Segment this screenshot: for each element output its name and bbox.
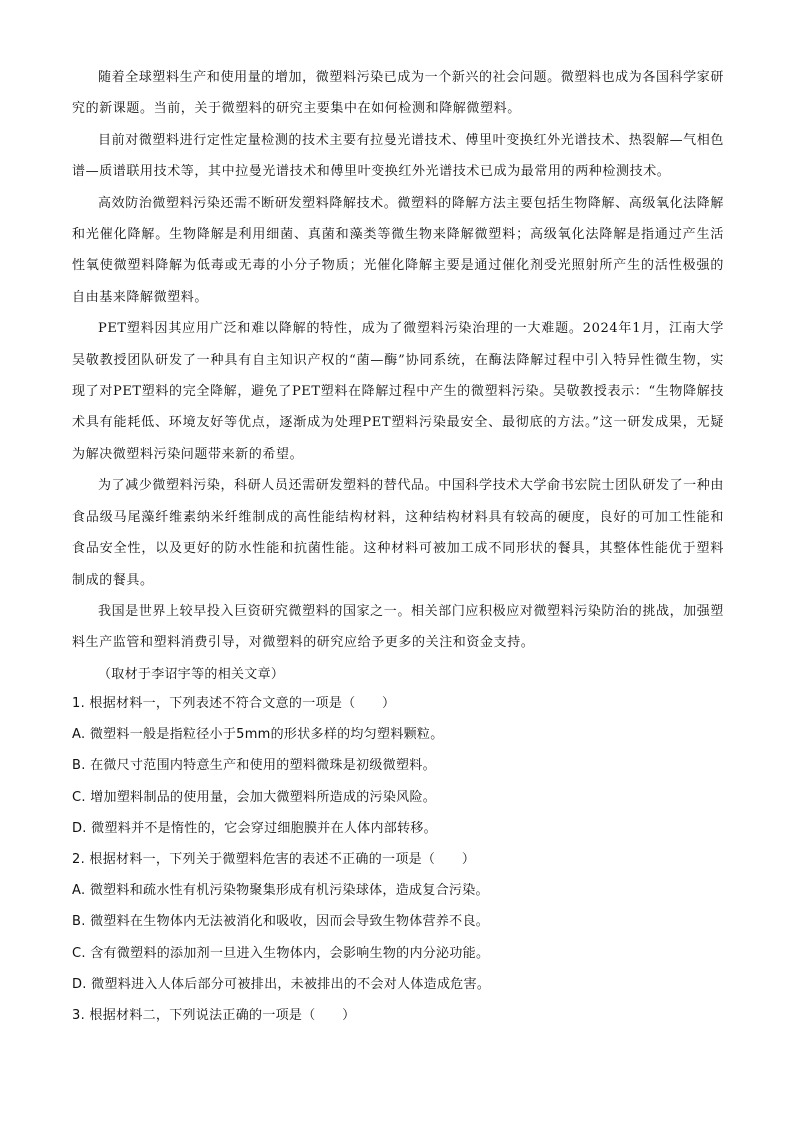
article-paragraph: 随着全球塑料生产和使用量的增加，微塑料污染已成为一个新兴的社会问题。微塑料也成为各国科学家研究的新课题。当前，关于微塑料的研究主要集中在如何检测和降解微塑料。 (72, 70, 724, 117)
question-option: B. 在微尺寸范围内特意生产和使用的塑料微珠是初级微塑料。 (72, 758, 436, 774)
source-citation: （取材于李诏宇等的相关文章） (98, 666, 285, 682)
question-stem: 2. 根据材料一，下列关于微塑料危害的表述不正确的一项是（ ） (72, 852, 476, 868)
article-paragraph: 高效防治微塑料污染还需不断研发塑料降解技术。微塑料的降解方法主要包括生物降解、高级氧化法降解和光催化降解。生物降解是利用细菌、真菌和藻类等微生物来降解微塑料；高级氧化法降解是指通过产生活性氧使微塑料降解为低毒或无毒的小分子物质；光催化降解主要是通过催化剂受光照射所产生的活性极强的自由基来降解微塑料。 (72, 195, 724, 305)
article-paragraph: 我国是世界上较早投入巨资研究微塑料的国家之一。相关部门应积极应对微塑料污染防治的挑战，加强塑料生产监管和塑料消费引导，对微塑料的研究应给予更多的关注和资金支持。 (72, 603, 724, 651)
article-paragraph: 为了减少微塑料污染，科研人员还需研发塑料的替代品。中国科学技术大学俞书宏院士团队研发了一种由食品级马尾藻纤维素纳米纤维制成的高性能结构材料，这种结构材料具有较高的硬度，良好的可加工性能和食品安全性，以及更好的防水性能和抗菌性能。这种材料可被加工成不同形状的餐具，其整体性能优于塑料制成的餐具。 (72, 478, 724, 588)
question-option: A. 微塑料一般是指粒径小于5mm的形状多样的均匀塑料颗粒。 (72, 727, 444, 743)
question-list (72, 688, 724, 1031)
question-stem: 3. 根据材料二，下列说法正确的一项是（ ） (72, 1008, 356, 1024)
article-body (72, 62, 724, 690)
question-option: C. 增加塑料制品的使用量，会加大微塑料所造成的污染风险。 (72, 789, 437, 805)
question-option: D. 微塑料并不是惰性的，它会穿过细胞膜并在人体内部转移。 (72, 820, 437, 836)
question-stem: 1. 根据材料一，下列表述不符合文意的一项是（ ） (72, 696, 396, 711)
article-paragraph: 目前对微塑料进行定性定量检测的技术主要有拉曼光谱技术、傅里叶变换红外光谱技术、热裂解—气相色谱—质谱联用技术等，其中拉曼光谱技术和傅里叶变换红外光谱技术已成为最常用的两种检测技术。 (72, 132, 724, 180)
question-option: C. 含有微塑料的添加剂一旦进入生物体内，会影响生物的内分泌功能。 (72, 945, 490, 961)
question-option: D. 微塑料进入人体后部分可被排出，未被排出的不会对人体造成危害。 (72, 976, 491, 992)
article-paragraph: PET塑料因其应用广泛和难以降解的特性，成为了微塑料污染治理的一大难题。2024年1月，江南大学吴敬教授团队研发了一种具有自主知识产权的“菌—酶”协同系统，在酶法降解过程中引入特异性微生物，实现了对PET塑料的完全降解，避免了PET塑料在降解过程中产生的微塑料污染。吴敬教授表示：“生物降解技术具有能耗低、环境友好等优点，逐渐成为处理PET塑料污染最安全、最彻底的方法。”这一研发成果，无疑为解决微塑料污染问题带来新的希望。 (72, 321, 724, 462)
question-option: A. 微塑料和疏水性有机污染物聚集形成有机污染球体，造成复合污染。 (72, 883, 489, 899)
question-option: B. 微塑料在生物体内无法被消化和吸收，因而会导致生物体营养不良。 (72, 914, 490, 930)
